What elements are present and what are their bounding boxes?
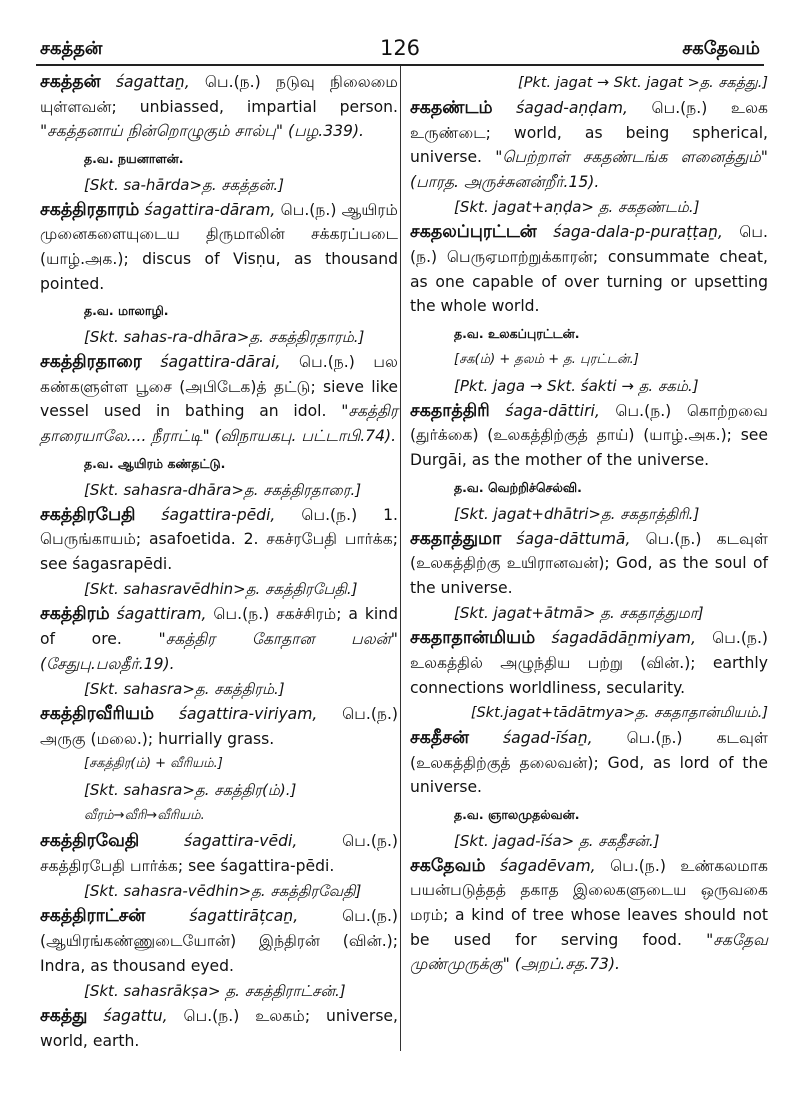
etymology: [Skt. jagat+aṇḍa> த. சகதண்டம்.] bbox=[454, 198, 700, 217]
dictionary-entry bbox=[410, 726, 768, 800]
headword: சகதலப்புரட்டன் bbox=[410, 222, 537, 243]
part-of-speech: பெ.(ந.) bbox=[651, 99, 708, 117]
transliteration: śagadēvam, bbox=[500, 856, 596, 875]
tamil-synonym: த.வ. வெற்றிச்செல்வி. bbox=[454, 479, 582, 495]
transliteration: śaga-dāttumā, bbox=[516, 529, 631, 548]
part-of-speech: பெ.(ந.) bbox=[204, 73, 261, 91]
headword: சகத்திராட்சன் bbox=[40, 906, 146, 927]
running-head-left: சகத்தன் bbox=[40, 38, 103, 59]
page-number: 126 bbox=[379, 36, 421, 60]
etymology: [சகத்திர(ம்) + வீரியம்.] bbox=[84, 756, 223, 772]
etymology: [Skt. sahasra-vēdhin>த. சகத்திரவேதி] bbox=[84, 882, 362, 901]
headword: சகதண்டம் bbox=[410, 98, 493, 118]
transliteration: śaga-dala-p-puraṭṭaṉ, bbox=[553, 223, 723, 242]
part-of-speech: பெ.(ந.) bbox=[280, 200, 337, 219]
headword: சகதீசன் bbox=[410, 728, 469, 749]
headword: சகதேவம் bbox=[410, 855, 486, 876]
citation: "சகத்திர கோதான பலன்" (சேதுபு.பலதீர்.19). bbox=[40, 629, 398, 673]
definition: ஆயிரம் முனைகளையுடைய திருமாலின் சக்கரப்படை (யாழ்.அக.); discus of Visṇu, as thousand pointed. bbox=[40, 200, 398, 293]
citation: "சகத்திர தாரையாலே.... நீராட்டி" (விநாயகபு. பட்டாபி.74). bbox=[40, 402, 398, 445]
transliteration: śagattiram, bbox=[116, 605, 207, 624]
transliteration: śagad-aṇḍam, bbox=[516, 99, 628, 117]
part-of-speech: பெ.(ந.) bbox=[610, 856, 666, 875]
dictionary-entry bbox=[410, 626, 768, 700]
headword: சகதாத்துமா bbox=[410, 528, 502, 549]
part-of-speech: பெ.(ந.) bbox=[615, 401, 672, 420]
etymology: [Skt. sahasra-dhāra>த. சகத்திரதாரை.] bbox=[84, 480, 362, 499]
headword: சகத்து bbox=[40, 1006, 88, 1027]
part-of-speech: பெ.(ந.) bbox=[213, 605, 270, 624]
transliteration: śagattira-dārai, bbox=[160, 353, 281, 372]
etymology: [Skt. jagat+dhātri>த. சகதாத்திரி.] bbox=[454, 504, 700, 523]
part-of-speech: பெ.(ந.) bbox=[301, 505, 358, 524]
etymology: [Skt. jagat+ātmā> த. சகதாத்துமா] bbox=[454, 604, 704, 623]
definition: பெருஏமாற்றுக்காரன்; consummate cheat, as one capable of over turning or upsetting the whole world. bbox=[410, 247, 768, 316]
tamil-synonym: த.வ. ஆயிரம் கண்தட்டு. bbox=[84, 455, 226, 471]
dictionary-entry bbox=[410, 399, 768, 473]
headword: சகதாதான்மியம் bbox=[410, 628, 536, 649]
etymology: [Pkt. jagat → Skt. jagat >த. சகத்து.] bbox=[518, 75, 768, 91]
etymology: [Skt. jagad-īśa> த. சகதீசன்.] bbox=[454, 831, 660, 850]
dictionary-entry bbox=[410, 527, 768, 601]
dictionary-entry bbox=[40, 602, 398, 676]
transliteration: śagad-īśaṉ, bbox=[503, 729, 593, 748]
dictionary-entry bbox=[40, 1004, 398, 1053]
definition: உலகத்தில் அழுந்திய பற்று (வின்.); earthly connections worldliness, secularity. bbox=[410, 653, 768, 697]
dictionary-entry bbox=[40, 70, 398, 144]
etymology: [Skt.jagat+tādātmya>த. சகதாதான்மியம்.] bbox=[470, 705, 768, 722]
left-column bbox=[40, 70, 398, 1053]
citation: "சகத்தனாய் நின்றொழுகும் சால்பு" (பழ.339). bbox=[40, 122, 365, 141]
definition: நடுவு நிலைமை யுள்ளவன்; unbiassed, impartial person. bbox=[40, 73, 398, 116]
transliteration: śaga-dāttiri, bbox=[505, 401, 600, 420]
etymology: [சக(ம்) + தலம் + த. புரட்டன்.] bbox=[454, 351, 639, 367]
etymology: [Skt. sahasra>த. சகத்திரம்.] bbox=[84, 680, 285, 699]
definition: கடவுள் (உலகத்திற்குத் தலைவன்); God, as lord of the universe. bbox=[410, 729, 768, 797]
definition: உண்கலமாக பயன்படுத்தத் தகாத இலைகளுடைய ஒருவகை மரம்; a kind of tree whose leaves should not be used for serving food. bbox=[410, 856, 768, 949]
transliteration: śagattirāțcaṉ, bbox=[189, 907, 299, 926]
tamil-synonym: த.வ. நயனாளன். bbox=[84, 150, 184, 166]
dictionary-entry bbox=[40, 829, 398, 878]
part-of-speech: பெ.(ந.) bbox=[342, 705, 398, 724]
column-divider bbox=[400, 66, 401, 1051]
definition: சகத்திரபேதி பார்க்க; see śagattira-pēdi. bbox=[40, 856, 335, 875]
part-of-speech: பெ.(ந.) bbox=[183, 1007, 240, 1026]
dictionary-entry bbox=[410, 854, 768, 977]
transliteration: śagattu, bbox=[103, 1007, 168, 1026]
citation: "பெற்றாள் சகதண்டங்க ளனைத்தும்" (பாரத. அருச்சுனன்றீர்.15). bbox=[410, 148, 768, 191]
dictionary-entry bbox=[410, 96, 768, 194]
definition: கொற்றவை (துர்க்கை) (உலகத்திற்குத் தாய்) (யாழ்.அக.); see Durgāi, as the mother of the universe. bbox=[410, 401, 768, 469]
part-of-speech: பெ.(ந.) bbox=[626, 729, 683, 748]
definition: கடவுள் (உலகத்திற்கு உயிரானவன்); God, as the soul of the universe. bbox=[410, 529, 768, 597]
headword: சகத்திரதாரம் bbox=[40, 199, 140, 220]
part-of-speech: பெ.(ந.) bbox=[410, 223, 768, 266]
etymology: [Pkt. jaga → Skt. śakti → த. சகம்.] bbox=[454, 376, 699, 395]
dictionary-entry bbox=[40, 503, 398, 577]
running-head-right: சகதேவம் bbox=[682, 38, 760, 59]
tamil-synonym: த.வ. மாலாழி. bbox=[84, 303, 169, 319]
part-of-speech: பெ.(ந.) bbox=[342, 907, 398, 926]
headword: சகத்திரவீரியம் bbox=[40, 704, 155, 725]
definition: சகச்சிரம்; a kind of ore. bbox=[40, 605, 398, 648]
definition: 1. பெருங்காயம்; asafoetida. 2. சகச்ரபேதி பார்க்க; see śagasrapēdi. bbox=[40, 505, 398, 573]
part-of-speech: பெ.(ந.) bbox=[712, 629, 768, 648]
dictionary-entry bbox=[40, 350, 398, 448]
headword: சகத்திரபேதி bbox=[40, 504, 136, 525]
definition: அருகு (மலை.); hurrially grass. bbox=[40, 729, 275, 748]
headword: சகதாத்திரி bbox=[410, 400, 490, 421]
right-column bbox=[410, 70, 768, 977]
definition: பல கண்களுள்ள பூசை (அபிடேக)த் தட்டு; sieve like vessel used in bathing an idol. bbox=[40, 353, 398, 421]
etymology: [Skt. sa-hārda>த. சகத்தன்.] bbox=[84, 175, 284, 194]
definition: உலகம்; universe, world, earth. bbox=[40, 1007, 398, 1050]
transliteration: śagattira-viriyam, bbox=[178, 705, 318, 724]
headword: சகத்திரவேதி bbox=[40, 831, 140, 852]
headword: சகத்திரதாரை bbox=[40, 352, 142, 373]
etymology: வீரம்→வீரி→வீரியம். bbox=[84, 808, 205, 824]
transliteration: śagadādāṉmiyam, bbox=[551, 629, 696, 648]
dictionary-entry bbox=[40, 904, 398, 978]
definition: உலக உருண்டை; world, as being spherical, universe. bbox=[410, 99, 768, 167]
dictionary-entry bbox=[40, 198, 398, 296]
dictionary-entry bbox=[410, 220, 768, 318]
etymology: [Skt. sahasrākṣa> த. சகத்திராட்சன்.] bbox=[84, 982, 346, 1001]
transliteration: śagattira-dāram, bbox=[144, 200, 276, 219]
part-of-speech: பெ.(ந.) bbox=[645, 529, 702, 548]
headword: சகத்தன் bbox=[40, 72, 101, 92]
part-of-speech: பெ.(ந.) bbox=[299, 353, 355, 372]
citation: "சகதேவ முண்முருக்கு" (அறப்.சத.73). bbox=[410, 930, 768, 974]
transliteration: śagattira-pēdi, bbox=[161, 505, 276, 524]
tamil-synonym: த.வ. ஞாலமுதல்வன். bbox=[454, 806, 580, 822]
part-of-speech: பெ.(ந.) bbox=[342, 832, 398, 851]
etymology: [Skt. sahasra>த. சகத்திர(ம்).] bbox=[84, 781, 297, 800]
definition: (ஆயிரங்கண்ணுடையோன்) இந்திரன் (வின்.); Indra, as thousand eyed. bbox=[40, 932, 398, 975]
transliteration: śagattaṉ, bbox=[115, 73, 190, 91]
dictionary-entry bbox=[40, 702, 398, 751]
transliteration: śagattira-vēdi, bbox=[184, 832, 298, 851]
etymology: [Skt. sahasravēdhin>த. சகத்திரபேதி.] bbox=[84, 580, 358, 599]
etymology: [Skt. sahas-ra-dhāra>த. சகத்திரதாரம்.] bbox=[84, 328, 365, 347]
tamil-synonym: த.வ. உலகப்புரட்டன். bbox=[454, 325, 580, 341]
headword: சகத்திரம் bbox=[40, 604, 110, 625]
